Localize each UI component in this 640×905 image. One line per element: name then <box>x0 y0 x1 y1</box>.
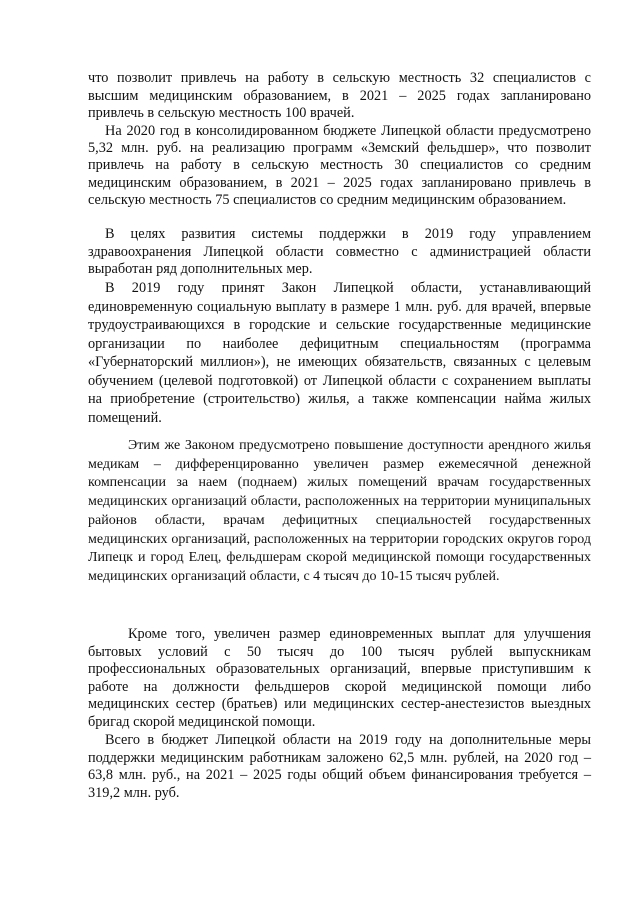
paragraph-budget-total: Всего в бюджет Липецкой области на 2019 году на дополнительные меры поддержки медицинским работникам заложено 62,5 млн. рублей, на 2020 год – 63,8 млн. руб., на 2021 – 2025 годы общий объем финансирования требуется – 319,2 млн. руб. <box>88 732 591 801</box>
paragraph-rural-doctors: что позволит привлечь на работу в сельскую местность 32 специалистов с высшим медицинским образованием, в 2021 – 2025 годах запланировано привлечь в сельскую местность 100 врачей. <box>88 70 591 122</box>
paragraph-support-measures: В целях развития системы поддержки в 2019 году управлением здравоохранения Липецкой области совместно с администрацией области выработан ряд дополнительных мер. <box>88 226 591 278</box>
paragraph-housing-compensation: Этим же Законом предусмотрено повышение доступности арендного жилья медикам – дифференцированно увеличен размер ежемесячной денежной компенсации за наем (поднаем) жилых помещений врачам государственных медицинских организаций области, расположенных на территории муниципальных районов области, врачам дефицитных специальностей государственных медицинских организаций, расположенных на территории городских округов город Липецк и город Елец, фельдшерам скорой медицинской помощи государственных медицинских организаций области, с 4 тысяч до 10-15 тысяч рублей. <box>88 438 591 584</box>
paragraph-governor-million: В 2019 году принят Закон Липецкой области, устанавливающий единовременную социальную выплату в размере 1 млн. руб. для врачей, впервые трудоустраивающихся в городские и сельские государственные медицинские организации по наиболее дефицитным специальностям (программа «Губернаторский миллион»), не имеющих обязательств, связанных с целевым обучением (целевой подготовкой) от Липецкой области с сохранением выплаты на приобретение (строительство) жилья, а также компенсации найма жилых помещений. <box>88 280 591 426</box>
paragraph-zemsky-feldsher: На 2020 год в консолидированном бюджете Липецкой области предусмотрено 5,32 млн. руб. на реализацию программ «Земский фельдшер», что позволит привлечь на работу в сельскую местность 30 специалистов со средним медицинским образованием, в 2021 – 2025 годах запланировано привлечь в сельскую местность 75 специалистов со средним медицинским образованием. <box>88 123 591 208</box>
paragraph-one-time-payments: Кроме того, увеличен размер единовременных выплат для улучшения бытовых условий с 50 тысяч до 100 тысяч рублей выпускникам профессиональных образовательных организаций, впервые приступившим к работе на должности фельдшеров скорой медицинской помощи либо медицинских сестер (братьев) или медицинских сестер-анестезистов выездных бригад скорой медицинской помощи. <box>88 626 591 730</box>
